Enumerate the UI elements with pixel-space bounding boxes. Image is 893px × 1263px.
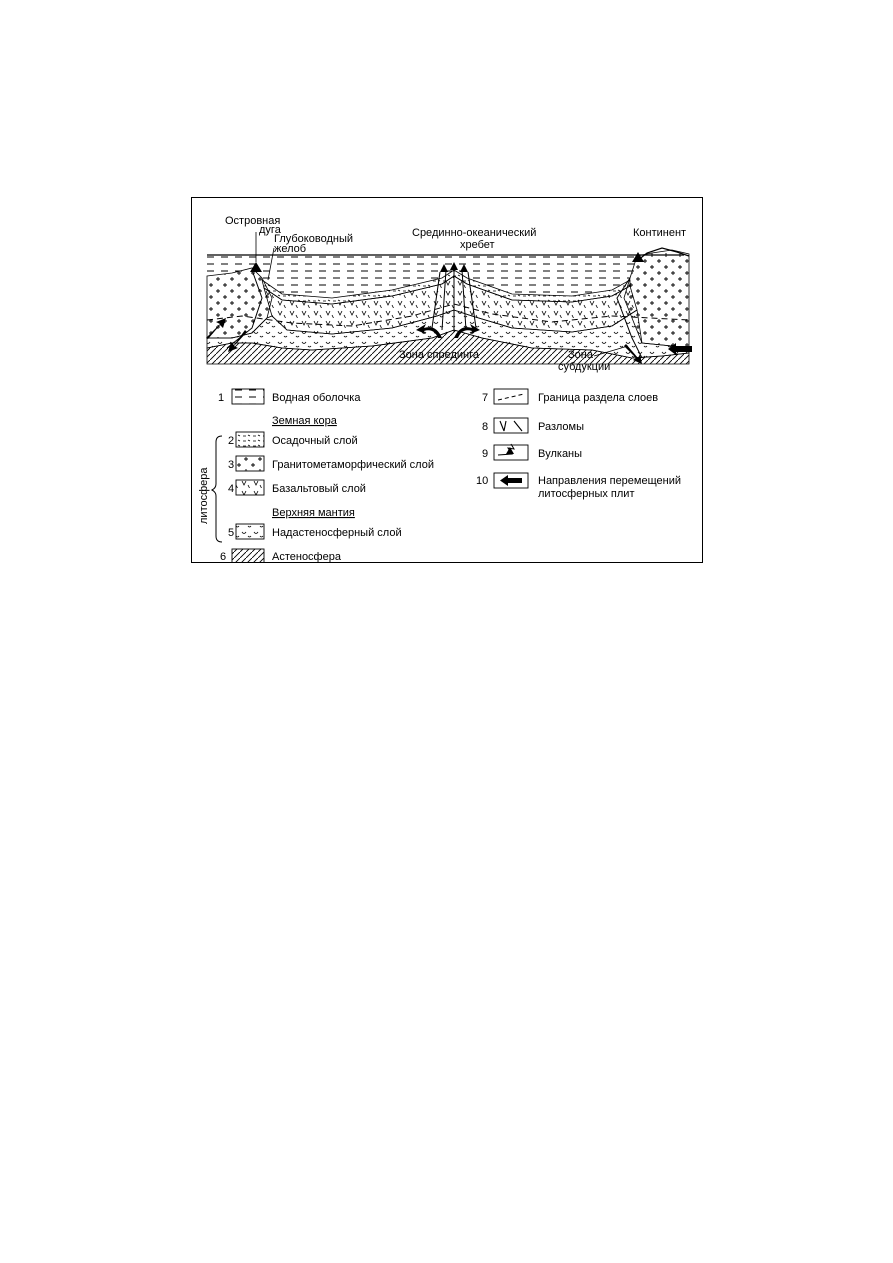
legend-num: 3 bbox=[228, 459, 235, 471]
legend-item-faults bbox=[482, 418, 584, 433]
lithosphere-label: литосфера bbox=[198, 467, 210, 524]
mantle-heading: Верхняя мантия bbox=[272, 507, 355, 519]
legend-label: Граница раздела слоев bbox=[538, 392, 659, 404]
legend-label: Осадочный слой bbox=[272, 435, 358, 447]
legend-label: Астеносфера bbox=[272, 551, 341, 563]
label-ridge-1: Срединно-океанический bbox=[412, 227, 537, 239]
legend-item-asthenosphere bbox=[220, 549, 342, 563]
legend-label: Гранитометаморфический слой bbox=[272, 459, 434, 471]
legend-num: 2 bbox=[228, 435, 235, 447]
legend-num: 5 bbox=[228, 527, 235, 539]
label-subduction-1: Зона bbox=[568, 349, 593, 361]
legend-num: 10 bbox=[476, 475, 489, 487]
upper-mantle-swatch bbox=[236, 524, 264, 539]
basalt-swatch bbox=[236, 480, 264, 495]
crust-heading: Земная кора bbox=[272, 415, 337, 427]
label-spreading-zone: Зона спрединга bbox=[399, 349, 479, 361]
label-continent: Континент bbox=[633, 227, 687, 239]
legend-num: 4 bbox=[228, 483, 235, 495]
plate-tectonics-figure bbox=[191, 197, 703, 563]
sediment-swatch bbox=[236, 432, 264, 447]
water-swatch bbox=[232, 389, 264, 404]
legend-label: Базальтовый слой bbox=[272, 483, 366, 495]
legend-num: 8 bbox=[482, 421, 489, 433]
lithosphere-brace bbox=[212, 436, 222, 542]
asthenosphere-swatch bbox=[232, 549, 264, 563]
legend-item-arrow bbox=[476, 473, 681, 500]
legend-num: 7 bbox=[482, 392, 489, 404]
legend-label: Надастеносферный слой bbox=[272, 527, 402, 539]
label-island-arc-1: Островная bbox=[225, 215, 281, 227]
cross-section-diagram bbox=[192, 198, 703, 563]
legend-item-basalt bbox=[228, 480, 366, 495]
legend-num: 1 bbox=[218, 392, 225, 404]
legend-label: Водная оболочка bbox=[272, 392, 361, 404]
faults-swatch bbox=[494, 418, 528, 433]
legend-num: 6 bbox=[220, 551, 227, 563]
legend-item-water bbox=[218, 389, 361, 404]
label-trench-1: Глубоководный bbox=[274, 233, 353, 245]
legend bbox=[198, 389, 681, 563]
legend-label: Разломы bbox=[538, 421, 585, 433]
boundary-swatch bbox=[494, 389, 528, 404]
legend-label-cont: литосферных плит bbox=[538, 488, 635, 500]
granite-swatch bbox=[236, 456, 264, 471]
legend-num: 9 bbox=[482, 448, 489, 460]
legend-item-upper-mantle bbox=[228, 524, 402, 539]
legend-item-volcano bbox=[482, 444, 582, 460]
label-subduction-2: субдукции bbox=[558, 361, 611, 373]
legend-item-granite bbox=[228, 456, 434, 471]
label-ridge-2: хребет bbox=[460, 239, 495, 251]
legend-item-sediment bbox=[228, 432, 358, 447]
legend-label: Направления перемещений bbox=[538, 475, 682, 487]
legend-item-boundary bbox=[482, 389, 658, 404]
label-trench-2: желоб bbox=[274, 243, 307, 255]
legend-label: Вулканы bbox=[538, 448, 583, 460]
label-island-arc-2: дуга bbox=[259, 224, 281, 236]
